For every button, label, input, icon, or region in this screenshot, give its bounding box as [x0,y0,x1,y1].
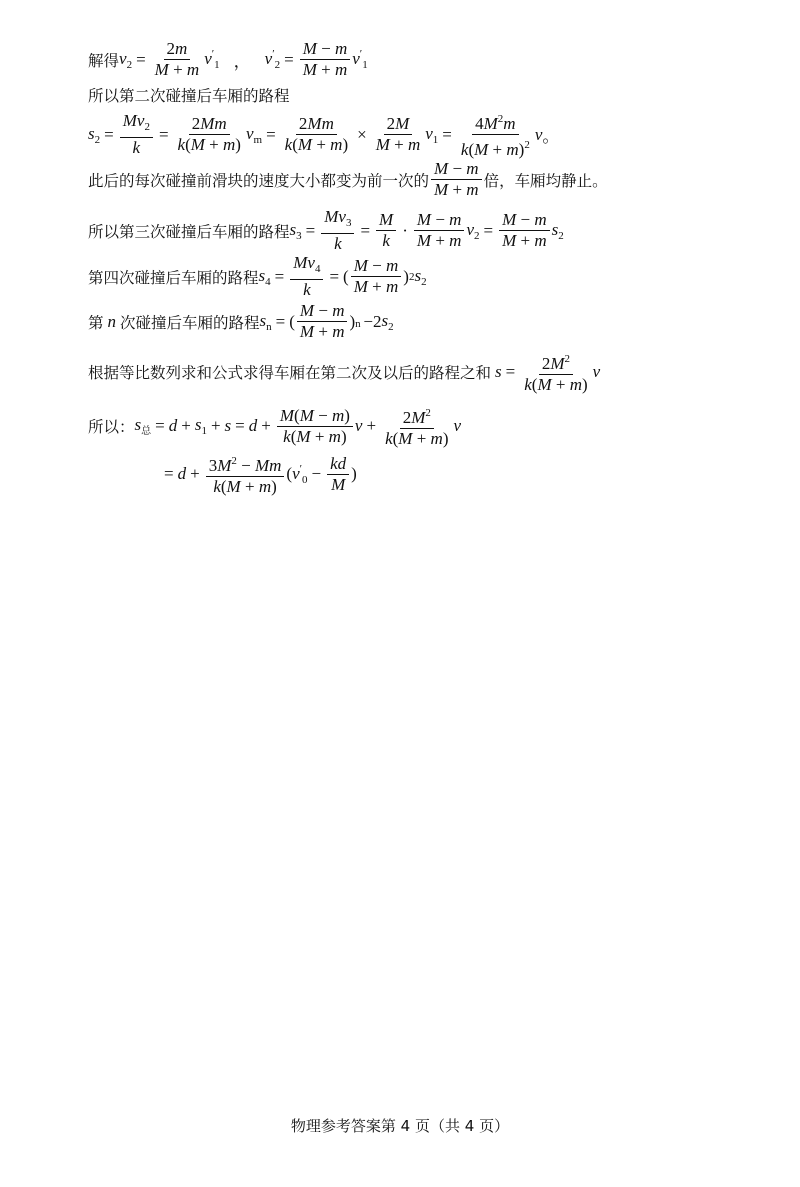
second-collision-text: 所以第二次碰撞后车厢的路程 [88,87,290,105]
geometric-sum-line: 根据等比数列求和公式求得车厢在第二次及以后的路程之和 s = $\frac{2M^2}{k(M + m)}$ v [88,350,600,394]
solve-equation-line: 解得 $v_2$ = $\frac{2m}{M + m}$ $v'_1$ ， $v'_2$ = $\frac{M - m}{M + m}$ $v'_1$ [88,39,368,79]
solve-label: 解得 [88,51,120,70]
total-distance-equation: 所以： $s_总$ = d + $s_1$ + s = d + $\frac{M(M - m)}{k(M + m)}$ v + $\frac{2M^2}{k(M + m)}$ v [88,405,462,448]
sn-equation: 第 n 次碰撞后车厢的路程 $s_n$ = ( $\frac{M - m}{M + m}$ ) n −2 $s_2$ [88,301,394,341]
page-footer: 物理参考答案第 4 页（共 4 页） [290,1117,510,1135]
total-distance-simplified: = d + $\frac{3M^2 - Mm}{k(M + m)}$ ( $v'_0$ − $\frac{kd}{M}$ ) [164,453,357,496]
s2-equation: $s_2$ = $\frac{Mv_2}{k}$ = $\frac{2Mm}{k(M + m)}$ $v_m$ = $\frac{2Mm}{k(M + m)}$ × $\frac{2M}{M + m}$ $v_1$ = $\frac{4M^2m}{k(M + m)^2}$ v 。 [88,111,560,159]
s3-equation: 所以第三次碰撞后车厢的路程 $s_3$ = $\frac{Mv_3}{k}$ = $\frac{M}{k}$ · $\frac{M - m}{M + m}$ $v_2$ = $\frac{M - m}{M + m}$ $s_2$ [88,207,564,253]
second-collision-heading [88,84,290,106]
speed-ratio-line: 此后的每次碰撞前滑块的速度大小都变为前一次的 $\frac{M - m}{M + m}$ 倍，车厢均静止。 [88,159,608,199]
s4-equation: 第四次碰撞后车厢的路程 $s_4$ = $\frac{Mv_4}{k}$ = ( $\frac{M - m}{M + m}$ ) 2 $s_2$ [88,253,427,299]
